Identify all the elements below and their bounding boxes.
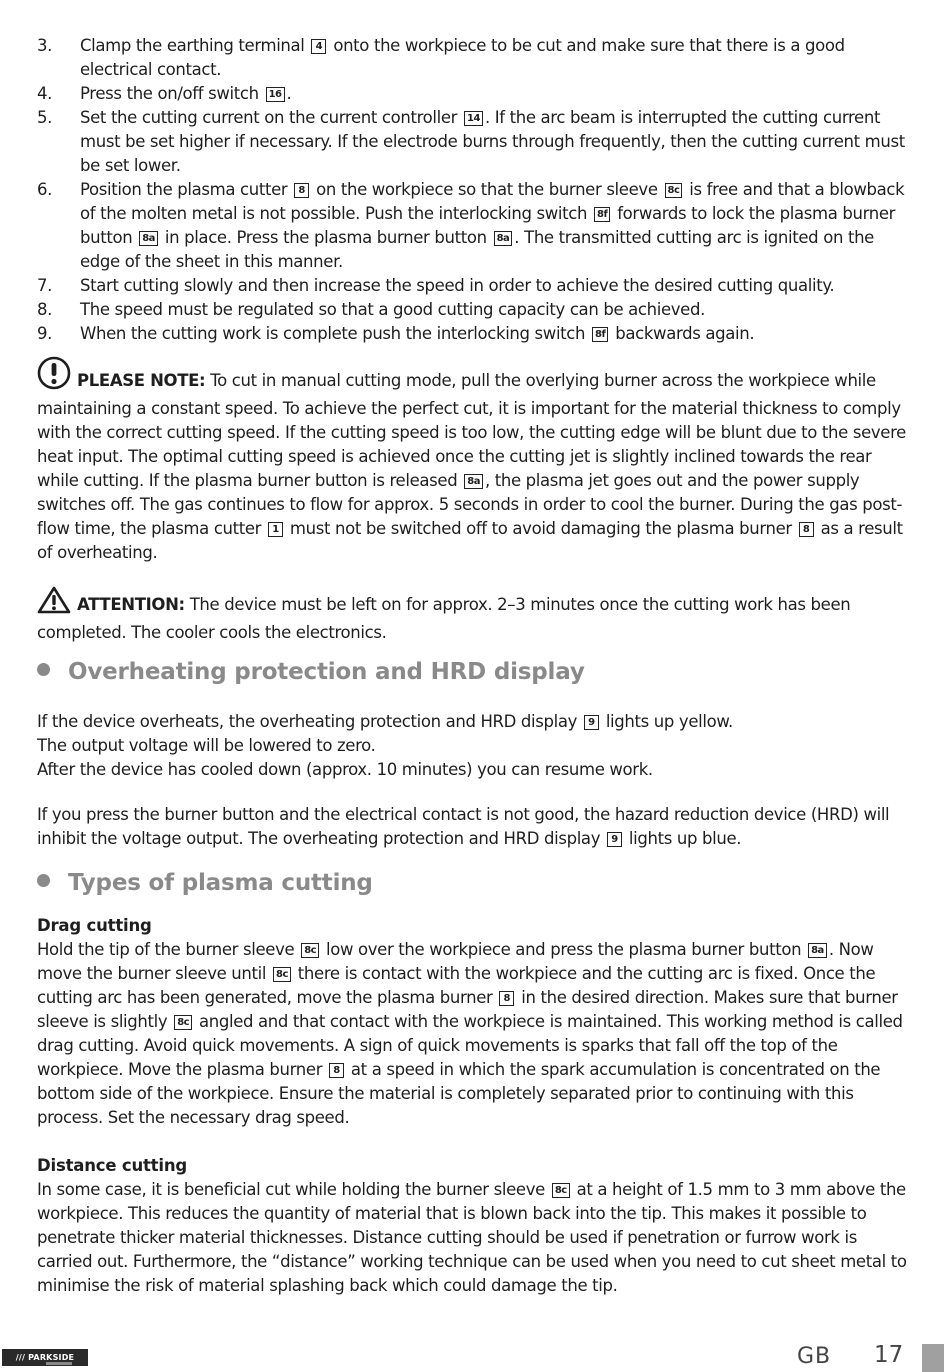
step-text: Press the on/off switch 16 . <box>80 84 292 103</box>
step-item <box>37 298 909 322</box>
step-number: 3. <box>37 36 53 55</box>
step-item <box>37 322 909 346</box>
step-text: Start cutting slowly and then increase the speed in order to achieve the desired cutting quality. <box>80 276 835 295</box>
part-reference-box: 8 <box>294 183 309 198</box>
hrd-paragraph: If you press the burner button and the electrical contact is not good, the hazard reduction device (HRD) will inhibit the voltage output. The overheating protection and HRD display 9 lights up blue. <box>37 805 890 848</box>
part-reference-box: 8a <box>464 474 483 489</box>
bullet-icon <box>37 874 50 887</box>
part-reference-box: 8 <box>499 991 514 1006</box>
attention-text: The device must be left on for approx. 2–3 minutes once the cutting work has been completed. The cooler cools the electronics. <box>37 595 851 642</box>
drag-cutting-heading: Drag cutting <box>37 916 152 935</box>
part-reference-box: 8f <box>594 207 610 222</box>
step-text: Set the cutting current on the current controller 14 . If the arc beam is interrupted the cutting current must be set higher if necessary. If the electrode burns through frequently, then the cutting current must be set lower. <box>80 108 905 175</box>
step-number: 7. <box>37 276 53 295</box>
section-heading-types <box>37 868 909 898</box>
part-reference-box: 4 <box>311 39 326 54</box>
part-reference-box: 8c <box>174 1015 192 1030</box>
brand-logo <box>2 1349 88 1366</box>
step-item <box>37 82 909 106</box>
exclamation-circle-icon <box>37 356 71 397</box>
part-reference-box: 8a <box>494 231 513 246</box>
part-reference-box: 8a <box>808 943 827 958</box>
part-reference-box: 8c <box>301 943 319 958</box>
overheat-line: If the device overheats, the overheating protection and HRD display 9 lights up yellow. <box>37 712 733 731</box>
part-reference-box: 1 <box>268 522 283 537</box>
part-reference-box: 14 <box>464 111 483 126</box>
step-text: When the cutting work is complete push the interlocking switch 8f backwards again. <box>80 324 755 343</box>
part-reference-box: 9 <box>584 715 599 730</box>
step-text: Position the plasma cutter 8 on the workpiece so that the burner sleeve 8c is free and that a blowback of the molten metal is not possible. Push the interlocking switch 8f forwards to lock the plasma burner button 8a in place. Press the plasma burner button 8a . The transmitted cutting arc is ignited on the edge of the sheet in this manner. <box>80 180 905 271</box>
section-title: Types of plasma cutting <box>68 870 373 896</box>
distance-cutting-heading: Distance cutting <box>37 1156 187 1175</box>
step-item <box>37 106 909 178</box>
step-text: Clamp the earthing terminal 4 onto the workpiece to be cut and make sure that there is a good electrical contact. <box>80 36 845 79</box>
overheat-line: After the device has cooled down (approx. 10 minutes) you can resume work. <box>37 760 653 779</box>
part-reference-box: 16 <box>266 87 285 102</box>
step-text: The speed must be regulated so that a good cutting capacity can be achieved. <box>80 300 705 319</box>
please-note-text: To cut in manual cutting mode, pull the overlying burner across the workpiece while maintaining a constant speed. To achieve the perfect cut, it is important for the material thickness to comply with the correct cutting speed. If the cutting speed is too low, the cutting edge will be blunt due to the severe heat input. The optimal cutting speed is achieved once the cutting jet is slightly inclined towards the rear while cutting. If the plasma burner button is released 8a , the plasma jet goes out and the power supply switches off. The gas continues to flow for approx. 5 seconds in order to cool the burner. During the gas post-flow time, the plasma cutter 1 must not be switched off to avoid damaging the plasma burner 8 as a result of overheating. <box>37 371 906 562</box>
part-reference-box: 8 <box>329 1063 344 1078</box>
drag-cutting-text: Hold the tip of the burner sleeve 8c low over the workpiece and press the plasma burner button 8a . Now move the burner sleeve until 8c there is contact with the workpiece and the cutting arc is fixed. Once the cutting arc has been generated, move the plasma burner 8 in the desired direction. Makes sure that burner sleeve is slightly 8c angled and that contact with the workpiece is maintained. This working method is called drag cutting. Avoid quick movements. A sign of quick movements is sparks that fall off the top of the workpiece. Move the plasma burner 8 at a speed in which the spark accumulation is concentrated on the bottom side of the workpiece. Ensure the material is completely separated prior to continuing with this process. Set the necessary drag speed. <box>37 940 903 1127</box>
step-number: 6. <box>37 180 53 199</box>
step-list <box>37 34 909 346</box>
warning-triangle-icon <box>37 586 71 621</box>
please-note-label: PLEASE NOTE: <box>77 371 206 390</box>
part-reference-box: 8f <box>592 327 608 342</box>
attention-label: ATTENTION: <box>77 595 185 614</box>
step-number: 4. <box>37 84 53 103</box>
language-code: GB <box>797 1344 832 1369</box>
step-item <box>37 178 909 274</box>
step-number: 9. <box>37 324 53 343</box>
page-tab-marker <box>922 1344 944 1372</box>
part-reference-box: 8c <box>665 183 683 198</box>
page-number: 17 <box>874 1342 904 1368</box>
step-number: 8. <box>37 300 53 319</box>
part-reference-box: 8a <box>139 231 158 246</box>
manual-page <box>37 34 909 1298</box>
attention-note <box>37 586 909 645</box>
step-item <box>37 274 909 298</box>
part-reference-box: 8c <box>552 1183 570 1198</box>
brand-text: /// PARKSIDE <box>15 1353 75 1362</box>
section-title: Overheating protection and HRD display <box>68 659 585 685</box>
please-note <box>37 356 909 565</box>
distance-cutting-text: In some case, it is beneficial cut while holding the burner sleeve 8c at a height of 1.5 mm to 3 mm above the workpiece. This reduces the quantity of material that is blown back into the tip. This makes it possible to penetrate thicker material thicknesses. Distance cutting should be used if penetration or furrow work is carried out. Furthermore, the “distance” working technique can be used when you need to cut sheet metal to minimise the risk of material splashing back which could damage the tip. <box>37 1180 907 1295</box>
part-reference-box: 9 <box>607 832 622 847</box>
bullet-icon <box>37 663 50 676</box>
step-item <box>37 34 909 82</box>
step-number: 5. <box>37 108 53 127</box>
section-heading-overheating <box>37 657 909 687</box>
part-reference-box: 8 <box>799 522 814 537</box>
overheat-lines <box>37 710 909 782</box>
overheat-line: The output voltage will be lowered to zero. <box>37 736 376 755</box>
part-reference-box: 8c <box>273 967 291 982</box>
